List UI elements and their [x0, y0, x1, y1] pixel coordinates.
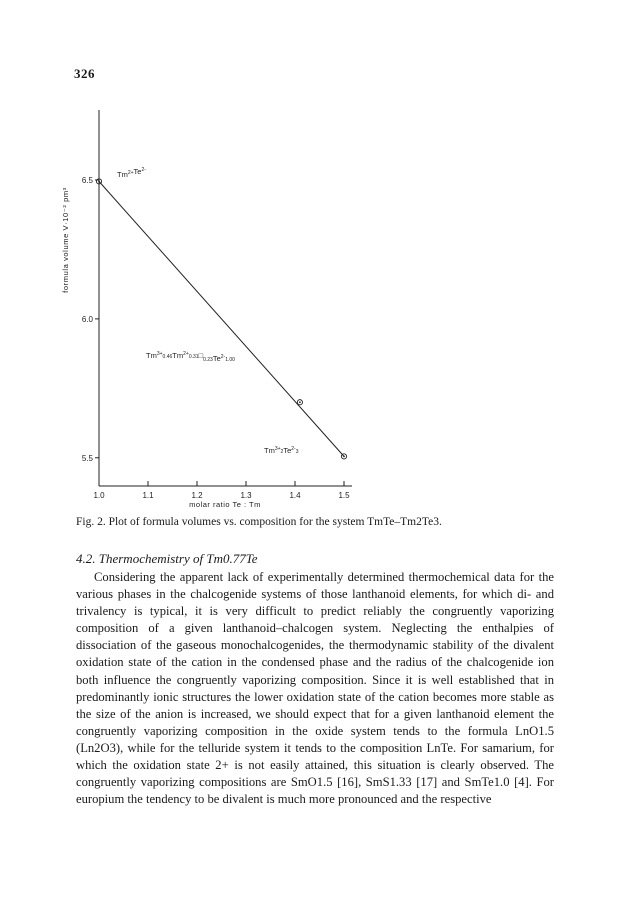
- chart-ticks: [82, 176, 350, 500]
- body-paragraph-text: Considering the apparent lack of experimentally determined thermochemical data for the various phases in the chalcogenide systems of those lanthanoid elements, for which di- and trivalency is typical, it is very difficult to predict reliably the congruently vaporizing composition of a given lanthanoid–chalcogen system. Neglecting the enthalpies of dissociation of the gaseous monochalcogenides, the thermodynamic stability of the divalent oxidation state of the cation in the condensed phase and the radius of the chalcogenide ion both influence the congruently vaporizing composition. Since it is well established that in predominantly ionic structures the lower oxidation state of the cation becomes more stable as the size of the anion is increased, we should expect that for a given lanthanoid element the congruently vaporizing composition in the oxide system tends to the formula LnO1.5 (Ln2O3), while for the telluride system it tends to the composition LnTe. For samarium, for which the oxidation state 2+ is not easily attained, this situation is clearly observed. The congruently vaporizing compositions are SmO1.5 [16], SmS1.33 [17] and SmTe1.0 [4]. For europium the tendency to be divalent is much more pronounced and the respective: [76, 570, 554, 807]
- chart-annotations: [117, 167, 299, 455]
- data-point-center: [299, 401, 301, 403]
- page-number: 326: [74, 66, 95, 81]
- y-tick-label: 6.5: [81, 176, 93, 185]
- x-tick-label: 1.4: [289, 491, 301, 500]
- figure-caption: Fig. 2. Plot of formula volumes vs. composition for the system TmTe–Tm2Te3.: [76, 516, 442, 528]
- data-point-center: [343, 455, 345, 457]
- section-heading: 4.2. Thermochemistry of Tm0.77Te: [76, 551, 258, 566]
- x-tick-label: 1.3: [240, 491, 252, 500]
- annotation-tmte: $Tm^{2+}Te^{2-}$: [117, 167, 146, 179]
- annotation-mixed: $Tm^{3+}_{0.46}Tm^{2+}_{0.31}□_{0.23}Te^{2-}_{1.00}$: [146, 351, 235, 363]
- series-line: [99, 181, 344, 456]
- data-point-center: [98, 180, 100, 182]
- y-tick-label: 5.5: [81, 453, 93, 463]
- x-tick-label: 1.5: [338, 491, 350, 500]
- x-tick-label: 1.2: [191, 491, 203, 500]
- annotation-tm2te3: $Tm^{3+}_2Te^{2-}_3$: [264, 446, 299, 455]
- x-tick-label: 1.0: [93, 491, 105, 500]
- x-tick-label: 1.1: [142, 491, 154, 500]
- x-axis-label: molar ratio Te : Tm: [189, 500, 261, 509]
- figure-chart: [54, 80, 354, 510]
- y-axis-label: formula volume V·10⁻² pm³: [61, 187, 70, 293]
- y-tick-label: 6.0: [81, 314, 93, 324]
- body-paragraph: [76, 569, 554, 808]
- chart-series-line: [99, 181, 344, 456]
